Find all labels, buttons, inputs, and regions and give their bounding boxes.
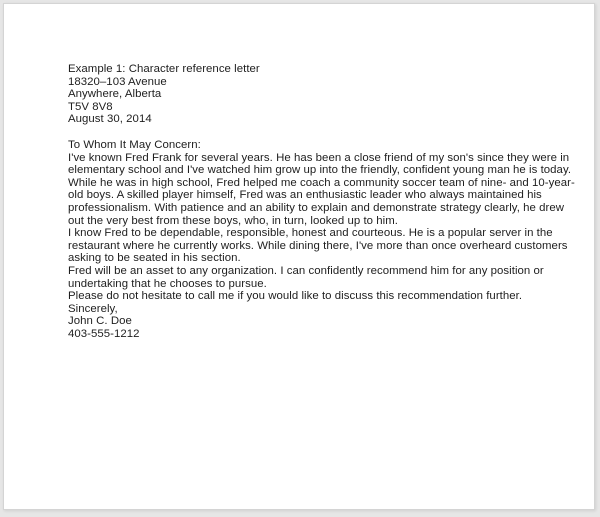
signature-block [68,315,578,340]
address-city: Anywhere, Alberta [68,88,162,101]
signer-name: John C. Doe [68,315,132,328]
sender-address [68,76,578,126]
paragraph-2: While he was in high school, Fred helped me coach a community soccer team of nine- and 10-year-old boys. A skilled player himself, Fred was an enthusiastic leader who always maintained his professionalism. With patience and an ability to explain and demonstrate strategy clearly, he drew out the very best from these boys, who, in turn, looked up to him. [68,176,575,227]
letter-heading: Example 1: Character reference letter [68,63,260,75]
paragraph-3: I know Fred to be dependable, responsible, honest and courteous. He is a popular server in the restaurant where he currently works. While dining there, I've more than once overheard customers asking to be seated in his section. [68,227,568,265]
signer-phone: 403-555-1212 [68,327,140,340]
paragraph-4: Fred will be an asset to any organization. I can confidently recommend him for any position or undertaking that he chooses to pursue. [68,264,544,290]
letter-date: August 30, 2014 [68,113,152,126]
address-postal-code: T5V 8V8 [68,100,113,113]
paragraph-5: Please do not hesitate to call me if you would like to discuss this recommendation further. [68,290,523,303]
document-page [3,3,595,510]
closing: Sincerely, [68,302,118,315]
salutation: To Whom It May Concern: [68,138,201,151]
address-street: 18320–103 Avenue [68,75,167,88]
letter-body [68,63,578,340]
paragraph-1: I've known Fred Frank for several years. He has been a close friend of my son's since they were in elementary school and I've watched him grow up into the friendly, confident young man he is today. [68,151,572,177]
